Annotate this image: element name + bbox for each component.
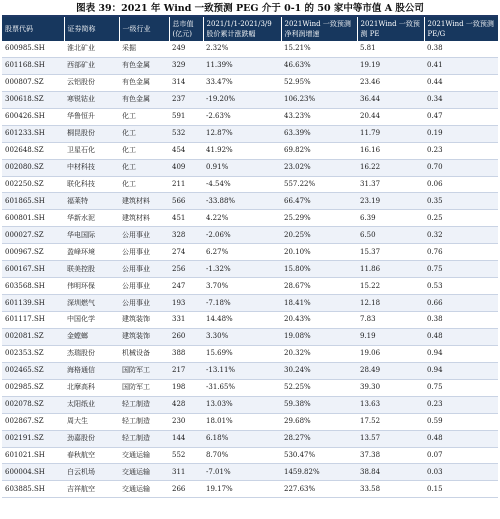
market-cap-cell: 329 <box>169 57 203 74</box>
pe-cell: 11.79 <box>357 125 424 142</box>
price-change-cell: 18.01% <box>203 413 281 430</box>
security-name-cell: 联美控股 <box>64 261 119 278</box>
price-change-cell: -31.65% <box>203 379 281 396</box>
peg-cell: 0.38 <box>424 41 498 57</box>
industry-cell: 建筑装饰 <box>119 312 169 329</box>
profit-growth-cell: 530.47% <box>281 447 357 464</box>
security-name-cell: 吉祥航空 <box>64 481 119 498</box>
market-cap-cell: 454 <box>169 142 203 159</box>
security-name-cell: 伟明环保 <box>64 278 119 295</box>
market-cap-cell: 428 <box>169 396 203 413</box>
table-row <box>2 345 498 362</box>
security-name-cell: 福莱特 <box>64 193 119 210</box>
profit-growth-cell: 20.10% <box>281 244 357 261</box>
price-change-cell: 19.17% <box>203 481 281 498</box>
industry-cell: 公用事业 <box>119 278 169 295</box>
pe-cell: 36.44 <box>357 91 424 108</box>
market-cap-cell: 314 <box>169 74 203 91</box>
pe-cell: 9.19 <box>357 328 424 345</box>
header-stock-code: 股票代码 <box>2 17 64 41</box>
table-row <box>2 295 498 312</box>
industry-cell: 机械设备 <box>119 345 169 362</box>
table-row <box>2 396 498 413</box>
table-row <box>2 125 498 142</box>
price-change-cell: -2.63% <box>203 108 281 125</box>
peg-cell: 0.94 <box>424 345 498 362</box>
pe-cell: 23.46 <box>357 74 424 91</box>
price-change-cell: 13.03% <box>203 396 281 413</box>
industry-cell: 公用事业 <box>119 295 169 312</box>
profit-growth-cell: 59.38% <box>281 396 357 413</box>
peg-cell: 0.38 <box>424 312 498 329</box>
price-change-cell: 3.30% <box>203 328 281 345</box>
table-row <box>2 57 498 74</box>
price-change-cell: 6.27% <box>203 244 281 261</box>
pe-cell: 6.39 <box>357 210 424 227</box>
market-cap-cell: 532 <box>169 125 203 142</box>
industry-cell: 交通运输 <box>119 447 169 464</box>
header-peg: 2021Wind 一致预测 PE/G <box>424 17 498 41</box>
peg-cell: 0.48 <box>424 328 498 345</box>
stock-code-cell: 002465.SZ <box>2 362 64 379</box>
profit-growth-cell: 28.27% <box>281 430 357 447</box>
table-row <box>2 430 498 447</box>
industry-cell: 交通运输 <box>119 481 169 498</box>
stock-code-cell: 300618.SZ <box>2 91 64 108</box>
peg-cell: 0.25 <box>424 210 498 227</box>
market-cap-cell: 144 <box>169 430 203 447</box>
profit-growth-cell: 52.25% <box>281 379 357 396</box>
table-row <box>2 244 498 261</box>
market-cap-cell: 591 <box>169 108 203 125</box>
market-cap-cell: 409 <box>169 159 203 176</box>
security-name-cell: 太阳纸业 <box>64 396 119 413</box>
table-row <box>2 278 498 295</box>
peg-cell: 0.23 <box>424 142 498 159</box>
industry-cell: 公用事业 <box>119 261 169 278</box>
price-change-cell: 12.87% <box>203 125 281 142</box>
pe-cell: 16.22 <box>357 159 424 176</box>
peg-cell: 0.48 <box>424 430 498 447</box>
security-name-cell: 中材科技 <box>64 159 119 176</box>
stock-code-cell: 002250.SZ <box>2 176 64 193</box>
stock-code-cell: 600167.SH <box>2 261 64 278</box>
industry-cell: 轻工制造 <box>119 430 169 447</box>
pe-cell: 37.38 <box>357 447 424 464</box>
market-cap-cell: 230 <box>169 413 203 430</box>
security-name-cell: 云铝股份 <box>64 74 119 91</box>
peg-cell: 0.59 <box>424 413 498 430</box>
price-change-cell: 41.92% <box>203 142 281 159</box>
security-name-cell: 深圳燃气 <box>64 295 119 312</box>
pe-cell: 17.52 <box>357 413 424 430</box>
price-change-cell: 14.48% <box>203 312 281 329</box>
profit-growth-cell: 15.21% <box>281 41 357 57</box>
industry-cell: 国防军工 <box>119 362 169 379</box>
peg-cell: 0.15 <box>424 481 498 498</box>
peg-cell: 0.75 <box>424 261 498 278</box>
profit-growth-cell: 15.80% <box>281 261 357 278</box>
stock-code-cell: 600004.SH <box>2 464 64 481</box>
table-row <box>2 91 498 108</box>
peg-cell: 0.07 <box>424 447 498 464</box>
peg-cell: 0.47 <box>424 108 498 125</box>
pe-cell: 7.83 <box>357 312 424 329</box>
stock-code-cell: 000027.SZ <box>2 227 64 244</box>
price-change-cell: -7.18% <box>203 295 281 312</box>
industry-cell: 化工 <box>119 125 169 142</box>
market-cap-cell: 331 <box>169 312 203 329</box>
industry-cell: 轻工制造 <box>119 396 169 413</box>
peg-cell: 0.34 <box>424 91 498 108</box>
pe-cell: 19.19 <box>357 57 424 74</box>
profit-growth-cell: 20.25% <box>281 227 357 244</box>
peg-cell: 0.70 <box>424 159 498 176</box>
stock-code-cell: 000807.SZ <box>2 74 64 91</box>
security-name-cell: 寒锐钴业 <box>64 91 119 108</box>
profit-growth-cell: 30.24% <box>281 362 357 379</box>
stock-code-cell: 002081.SZ <box>2 328 64 345</box>
security-name-cell: 西部矿业 <box>64 57 119 74</box>
market-cap-cell: 552 <box>169 447 203 464</box>
market-cap-cell: 217 <box>169 362 203 379</box>
stock-code-cell: 601117.SH <box>2 312 64 329</box>
pe-cell: 15.37 <box>357 244 424 261</box>
price-change-cell: -4.54% <box>203 176 281 193</box>
pe-cell: 28.49 <box>357 362 424 379</box>
industry-cell: 化工 <box>119 142 169 159</box>
pe-cell: 12.18 <box>357 295 424 312</box>
price-change-cell: 8.70% <box>203 447 281 464</box>
pe-cell: 20.44 <box>357 108 424 125</box>
peg-cell: 0.44 <box>424 74 498 91</box>
stock-code-cell: 601021.SH <box>2 447 64 464</box>
market-cap-cell: 566 <box>169 193 203 210</box>
market-cap-cell: 249 <box>169 41 203 57</box>
profit-growth-cell: 69.82% <box>281 142 357 159</box>
stock-code-cell: 002985.SZ <box>2 379 64 396</box>
stock-code-cell: 600426.SH <box>2 108 64 125</box>
peg-cell: 0.76 <box>424 244 498 261</box>
industry-cell: 国防军工 <box>119 379 169 396</box>
header-industry: 一级行业 <box>119 17 169 41</box>
pe-cell: 38.84 <box>357 464 424 481</box>
pe-cell: 13.63 <box>357 396 424 413</box>
peg-cell: 0.32 <box>424 227 498 244</box>
profit-growth-cell: 20.32% <box>281 345 357 362</box>
industry-cell: 轻工制造 <box>119 413 169 430</box>
pe-cell: 33.58 <box>357 481 424 498</box>
stock-code-cell: 002080.SZ <box>2 159 64 176</box>
table-row <box>2 108 498 125</box>
price-change-cell: -7.01% <box>203 464 281 481</box>
profit-growth-cell: 23.02% <box>281 159 357 176</box>
profit-growth-cell: 63.39% <box>281 125 357 142</box>
stock-code-cell: 002867.SZ <box>2 413 64 430</box>
pe-cell: 5.81 <box>357 41 424 57</box>
table-row <box>2 413 498 430</box>
stock-code-cell: 002191.SZ <box>2 430 64 447</box>
security-name-cell: 金螳螂 <box>64 328 119 345</box>
header-price-change: 2021/1/1-2021/3/9 股价累计涨跌幅 <box>203 17 281 41</box>
industry-cell: 交通运输 <box>119 464 169 481</box>
security-name-cell: 盈峰环境 <box>64 244 119 261</box>
peg-cell: 0.03 <box>424 464 498 481</box>
price-change-cell: 11.39% <box>203 57 281 74</box>
table-row <box>2 379 498 396</box>
market-cap-cell: 237 <box>169 91 203 108</box>
profit-growth-cell: 52.95% <box>281 74 357 91</box>
table-row <box>2 74 498 91</box>
industry-cell: 有色金属 <box>119 91 169 108</box>
profit-growth-cell: 28.67% <box>281 278 357 295</box>
peg-cell: 0.66 <box>424 295 498 312</box>
table-row <box>2 261 498 278</box>
price-change-cell: -33.88% <box>203 193 281 210</box>
pe-cell: 15.22 <box>357 278 424 295</box>
profit-growth-cell: 29.68% <box>281 413 357 430</box>
market-cap-cell: 211 <box>169 176 203 193</box>
industry-cell: 建筑材料 <box>119 210 169 227</box>
price-change-cell: 3.70% <box>203 278 281 295</box>
stock-code-cell: 002648.SZ <box>2 142 64 159</box>
security-name-cell: 华鲁恒升 <box>64 108 119 125</box>
price-change-cell: 6.18% <box>203 430 281 447</box>
table-body <box>2 41 498 498</box>
table-header-row <box>2 17 498 41</box>
security-name-cell: 淮北矿业 <box>64 41 119 57</box>
industry-cell: 公用事业 <box>119 227 169 244</box>
industry-cell: 化工 <box>119 176 169 193</box>
table-row <box>2 176 498 193</box>
pe-cell: 19.06 <box>357 345 424 362</box>
market-cap-cell: 247 <box>169 278 203 295</box>
peg-cell: 0.75 <box>424 379 498 396</box>
pe-cell: 6.50 <box>357 227 424 244</box>
price-change-cell: 0.91% <box>203 159 281 176</box>
market-cap-cell: 274 <box>169 244 203 261</box>
stock-code-cell: 600801.SH <box>2 210 64 227</box>
pe-cell: 39.30 <box>357 379 424 396</box>
price-change-cell: -1.32% <box>203 261 281 278</box>
industry-cell: 有色金属 <box>119 57 169 74</box>
price-change-cell: -19.20% <box>203 91 281 108</box>
pe-cell: 23.19 <box>357 193 424 210</box>
security-name-cell: 桐昆股份 <box>64 125 119 142</box>
market-cap-cell: 198 <box>169 379 203 396</box>
profit-growth-cell: 106.23% <box>281 91 357 108</box>
market-cap-cell: 311 <box>169 464 203 481</box>
price-change-cell: -2.06% <box>203 227 281 244</box>
stock-code-cell: 601139.SH <box>2 295 64 312</box>
security-name-cell: 海格通信 <box>64 362 119 379</box>
industry-cell: 公用事业 <box>119 244 169 261</box>
table-row <box>2 210 498 227</box>
security-name-cell: 卫星石化 <box>64 142 119 159</box>
header-pe: 2021Wind 一致预测 PE <box>357 17 424 41</box>
profit-growth-cell: 46.63% <box>281 57 357 74</box>
market-cap-cell: 451 <box>169 210 203 227</box>
security-name-cell: 北摩高科 <box>64 379 119 396</box>
pe-cell: 11.86 <box>357 261 424 278</box>
security-name-cell: 中国化学 <box>64 312 119 329</box>
table-row <box>2 312 498 329</box>
stock-code-cell: 601233.SH <box>2 125 64 142</box>
security-name-cell: 华新水泥 <box>64 210 119 227</box>
header-market-cap: 总市值(亿元) <box>169 17 203 41</box>
price-change-cell: 33.47% <box>203 74 281 91</box>
pe-cell: 31.37 <box>357 176 424 193</box>
stock-code-cell: 603885.SH <box>2 481 64 498</box>
market-cap-cell: 388 <box>169 345 203 362</box>
table-row <box>2 142 498 159</box>
price-change-cell: 2.32% <box>203 41 281 57</box>
page-title: 图表 39：2021 年 Wind 一致预测 PEG 介于 0-1 的 50 家中等市值 A 股公司 <box>76 3 424 14</box>
market-cap-cell: 260 <box>169 328 203 345</box>
industry-cell: 建筑材料 <box>119 193 169 210</box>
security-name-cell: 周大生 <box>64 413 119 430</box>
price-change-cell: -13.11% <box>203 362 281 379</box>
pe-cell: 16.16 <box>357 142 424 159</box>
stock-code-cell: 601168.SH <box>2 57 64 74</box>
peg-cell: 0.35 <box>424 193 498 210</box>
market-cap-cell: 193 <box>169 295 203 312</box>
security-name-cell: 春秋航空 <box>64 447 119 464</box>
industry-cell: 采掘 <box>119 41 169 57</box>
security-name-cell: 华电国际 <box>64 227 119 244</box>
table-row <box>2 362 498 379</box>
security-name-cell: 白云机场 <box>64 464 119 481</box>
pe-cell: 13.57 <box>357 430 424 447</box>
header-security-name: 证券简称 <box>64 17 119 41</box>
stock-code-cell: 603568.SH <box>2 278 64 295</box>
stock-code-cell: 601865.SH <box>2 193 64 210</box>
table-row <box>2 227 498 244</box>
market-cap-cell: 266 <box>169 481 203 498</box>
peg-cell: 0.41 <box>424 57 498 74</box>
security-name-cell: 联化科技 <box>64 176 119 193</box>
price-change-cell: 15.69% <box>203 345 281 362</box>
profit-growth-cell: 19.08% <box>281 328 357 345</box>
profit-growth-cell: 43.23% <box>281 108 357 125</box>
table-row <box>2 447 498 464</box>
table-row <box>2 464 498 481</box>
peg-cell: 0.53 <box>424 278 498 295</box>
profit-growth-cell: 20.43% <box>281 312 357 329</box>
stock-code-cell: 002078.SZ <box>2 396 64 413</box>
price-change-cell: 4.22% <box>203 210 281 227</box>
market-cap-cell: 256 <box>169 261 203 278</box>
profit-growth-cell: 18.41% <box>281 295 357 312</box>
profit-growth-cell: 25.29% <box>281 210 357 227</box>
table-row <box>2 328 498 345</box>
table-row <box>2 159 498 176</box>
industry-cell: 建筑装饰 <box>119 328 169 345</box>
profit-growth-cell: 66.47% <box>281 193 357 210</box>
market-cap-cell: 328 <box>169 227 203 244</box>
header-profit-growth: 2021Wind 一致预测净利润增速 <box>281 17 357 41</box>
industry-cell: 有色金属 <box>119 74 169 91</box>
table-row <box>2 193 498 210</box>
peg-cell: 0.06 <box>424 176 498 193</box>
industry-cell: 化工 <box>119 108 169 125</box>
industry-cell: 化工 <box>119 159 169 176</box>
stock-code-cell: 002353.SZ <box>2 345 64 362</box>
profit-growth-cell: 1459.82% <box>281 464 357 481</box>
profit-growth-cell: 227.63% <box>281 481 357 498</box>
security-name-cell: 杰瑞股份 <box>64 345 119 362</box>
peg-cell: 0.23 <box>424 396 498 413</box>
data-table <box>2 17 498 498</box>
stock-code-cell: 600985.SH <box>2 41 64 57</box>
peg-cell: 0.19 <box>424 125 498 142</box>
security-name-cell: 劲嘉股份 <box>64 430 119 447</box>
peg-cell: 0.94 <box>424 362 498 379</box>
profit-growth-cell: 557.22% <box>281 176 357 193</box>
table-row <box>2 41 498 57</box>
table-row <box>2 481 498 498</box>
stock-code-cell: 000967.SZ <box>2 244 64 261</box>
